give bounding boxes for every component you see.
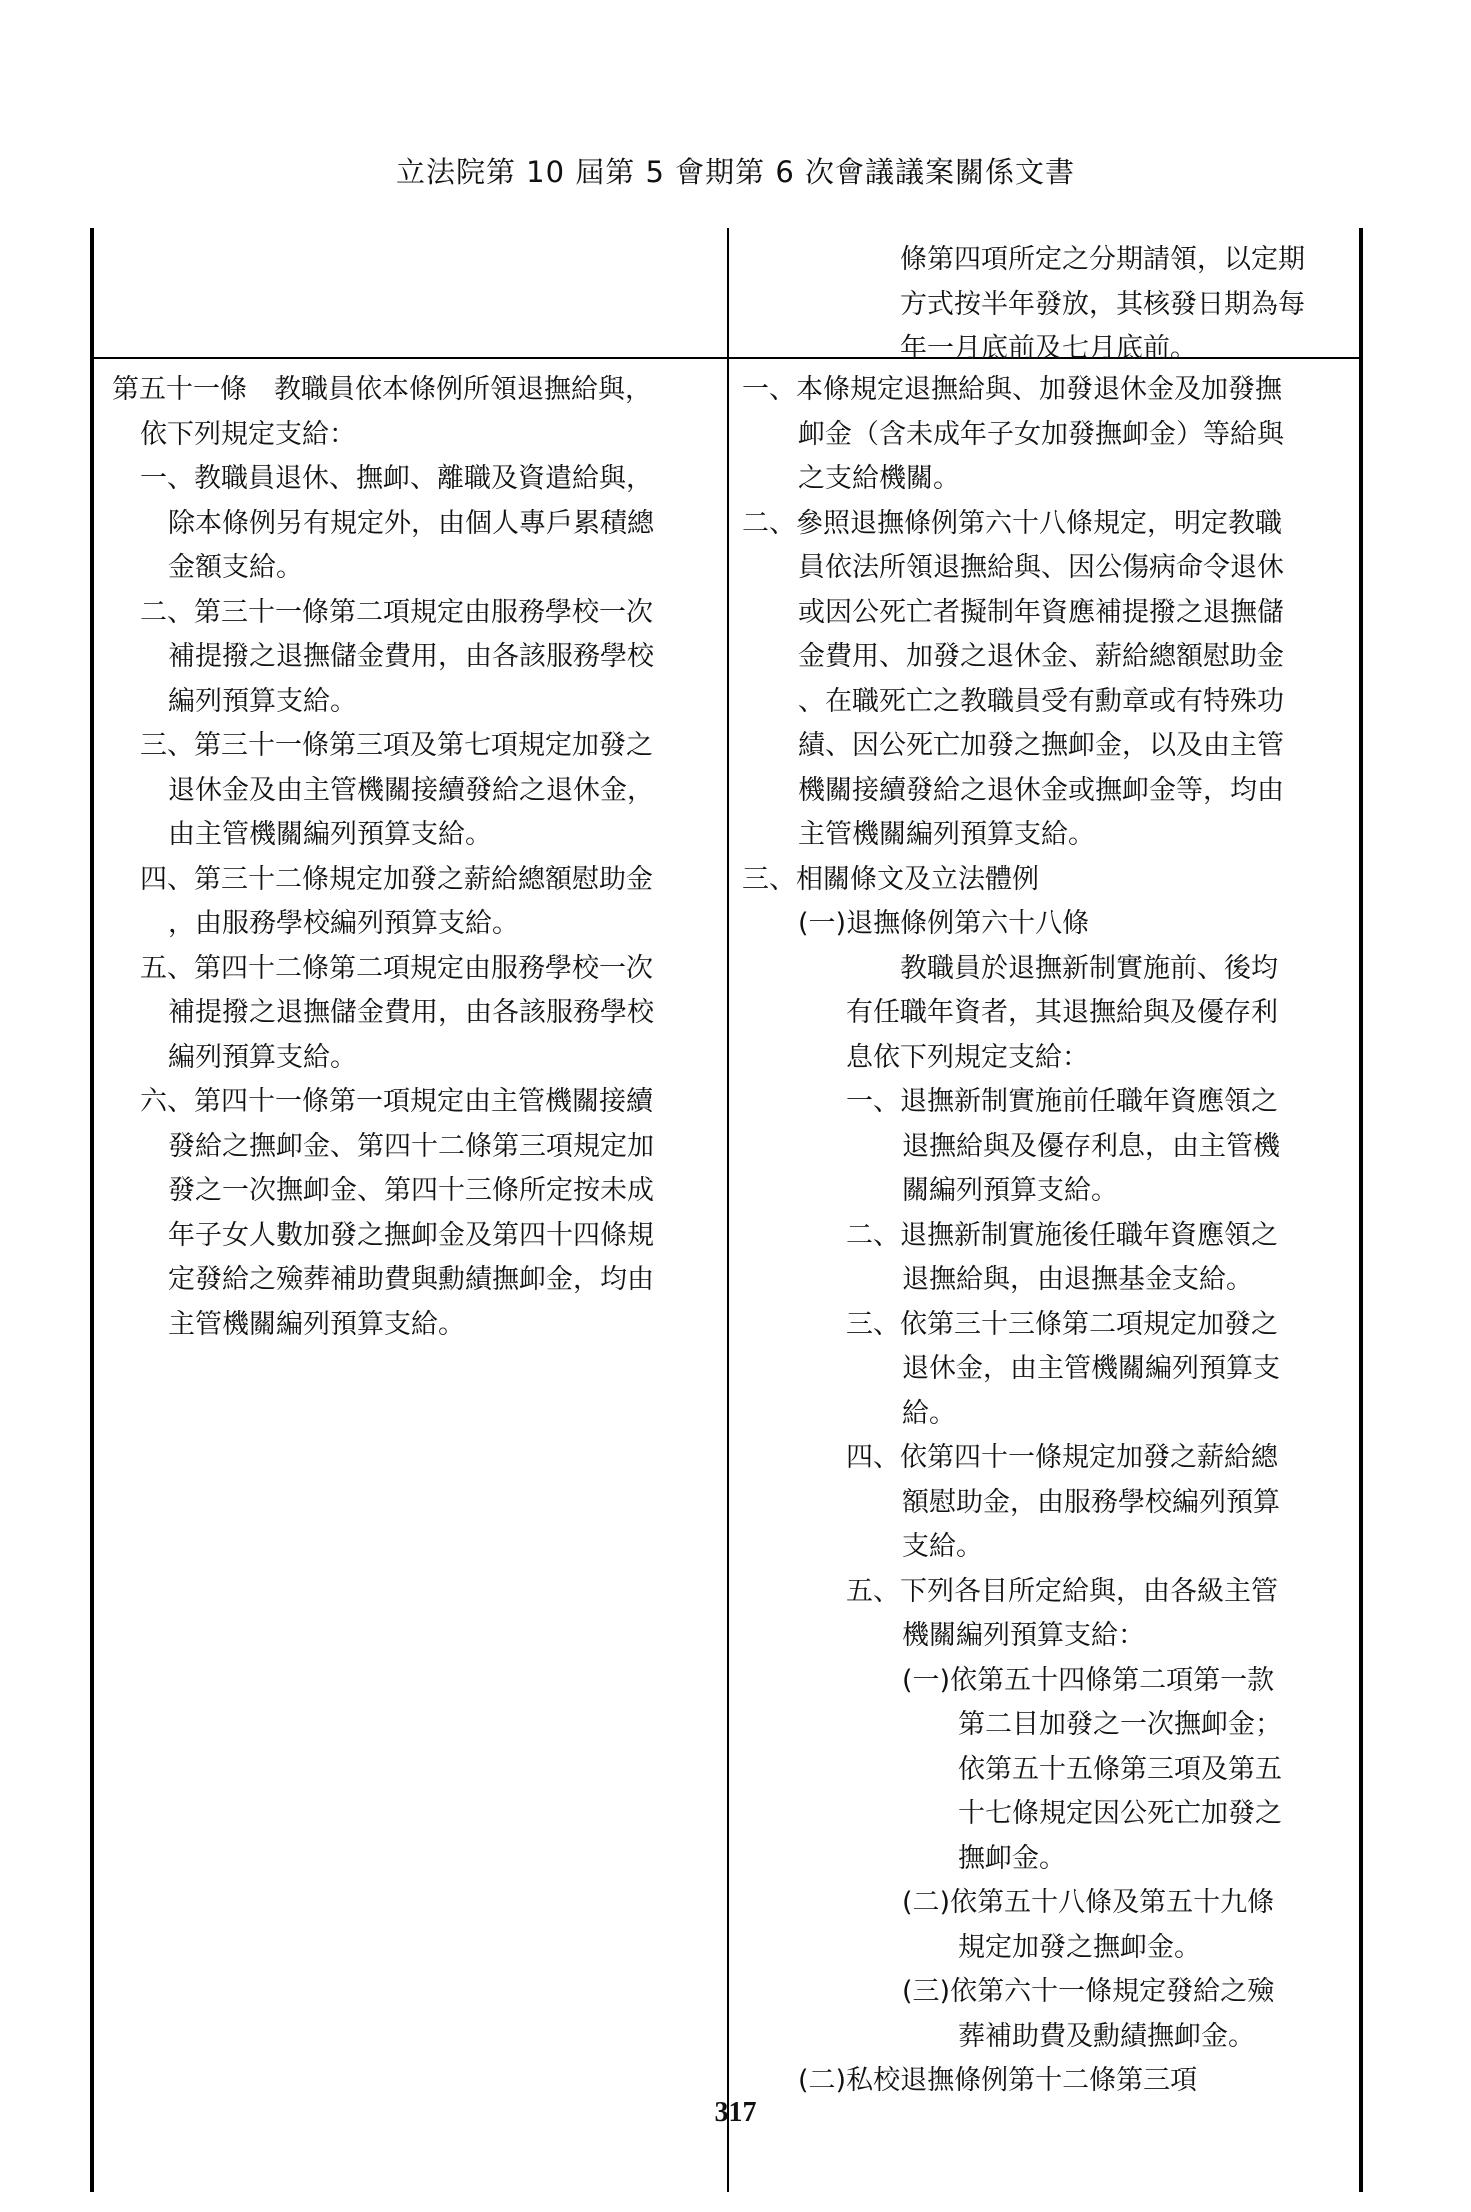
- text-line: 發之一次撫卹金、第四十三條所定按未成: [168, 1175, 654, 1206]
- text-line: 規定加發之撫卹金。: [958, 1931, 1201, 1963]
- text-line: 十七條規定因公死亡加發之: [958, 1798, 1282, 1829]
- text-line: 五、下列各目所定給與，由各級主管: [846, 1575, 1278, 1607]
- text-line: 機關編列預算支給：: [902, 1620, 1145, 1651]
- text-line: 年一月底前及七月底前。: [900, 333, 1197, 364]
- text-line: 有任職年資者，其退撫給與及優存利: [846, 997, 1278, 1028]
- page-header-title: 立法院第 10 屆第 5 會期第 6 次會議議案關係文書: [395, 155, 1076, 189]
- text-line: 一、本條規定退撫給與、加發退休金及加發撫: [742, 374, 1282, 405]
- text-line: 金額支給。: [168, 552, 303, 583]
- text-line: 或因公死亡者擬制年資應補提撥之退撫儲: [798, 596, 1284, 628]
- text-line: (二)依第五十八條及第五十九條: [902, 1887, 1275, 1918]
- text-line: (三)依第六十一條規定發給之殮: [902, 1976, 1275, 2007]
- text-line: 四、第三十二條規定加發之薪給總額慰助金: [140, 863, 653, 895]
- text-line: 主管機關編列預算支給。: [798, 819, 1095, 850]
- text-line: 六、第四十一條第一項規定由主管機關接續: [140, 1086, 653, 1117]
- text-line: 息依下列規定支給：: [846, 1041, 1089, 1073]
- text-line: 金費用、加發之退休金、薪給總額慰助金: [798, 641, 1284, 672]
- text-line: 績、因公死亡加發之撫卹金，以及由主管: [798, 730, 1284, 761]
- text-line: 、在職死亡之教職員受有勳章或有特殊功: [798, 685, 1284, 717]
- text-line: 四、依第四十一條規定加發之薪給總: [846, 1442, 1278, 1473]
- text-line: 二、退撫新制實施後任職年資應領之: [846, 1219, 1278, 1251]
- text-line: 教職員於退撫新制實施前、後均: [900, 952, 1278, 984]
- page-number: 317: [714, 2097, 757, 2128]
- text-line: 三、依第三十三條第二項規定加發之: [846, 1308, 1278, 1340]
- text-line: 補提撥之退撫儲金費用，由各該服務學校: [168, 641, 654, 672]
- text-line: 退撫給與，由退撫基金支給。: [902, 1264, 1253, 1295]
- text-line: 給。: [902, 1397, 956, 1429]
- text-line: 一、退撫新制實施前任職年資應領之: [846, 1086, 1278, 1117]
- text-line: 補提撥之退撫儲金費用，由各該服務學校: [168, 997, 654, 1028]
- text-line: ，由服務學校編列預算支給。: [168, 908, 519, 939]
- text-line: 員依法所領退撫給與、因公傷病命令退休: [798, 552, 1284, 583]
- text-line: 支給。: [902, 1531, 983, 1562]
- text-line: 第五十一條 教職員依本條例所領退撫給與，: [112, 374, 652, 405]
- article-text-cell: [112, 368, 712, 1347]
- table-column-divider: [727, 228, 729, 2192]
- text-line: 退撫給與及優存利息，由主管機: [902, 1130, 1280, 1162]
- text-line: 年子女人數加發之撫卹金及第四十四條規: [168, 1219, 654, 1251]
- text-line: 編列預算支給。: [168, 1041, 357, 1073]
- text-line: 主管機關編列預算支給。: [168, 1308, 465, 1340]
- text-line: (一)依第五十四條第二項第一款: [902, 1664, 1275, 1696]
- text-line: 退休金及由主管機關接續發給之退休金，: [168, 774, 654, 806]
- text-line: 額慰助金，由服務學校編列預算: [902, 1486, 1280, 1518]
- text-line: 三、相關條文及立法體例: [742, 863, 1039, 895]
- text-line: 機關接續發給之退休金或撫卹金等，均由: [798, 774, 1284, 806]
- text-line: 三、第三十一條第三項及第七項規定加發之: [140, 730, 653, 761]
- text-line: 二、第三十一條第二項規定由服務學校一次: [140, 596, 653, 628]
- text-line: 定發給之殮葬補助費與勳績撫卹金，均由: [168, 1264, 654, 1295]
- text-line: 五、第四十二條第二項規定由服務學校一次: [140, 952, 653, 984]
- text-line: 卹金（含未成年子女加發撫卹金）等給與: [798, 418, 1284, 450]
- text-line: (一)退撫條例第六十八條: [798, 908, 1090, 939]
- text-line: 關編列預算支給。: [902, 1175, 1118, 1206]
- continued-explanation-cell: [742, 238, 1344, 372]
- text-line: 葬補助費及勳績撫卹金。: [958, 2020, 1255, 2052]
- text-line: 發給之撫卹金、第四十二條第三項規定加: [168, 1130, 654, 1162]
- text-line: 依下列規定支給：: [140, 418, 356, 450]
- table-left-border: [90, 228, 94, 2192]
- table-right-border: [1359, 228, 1363, 2192]
- text-line: 第二目加發之一次撫卹金；: [958, 1709, 1282, 1740]
- text-line: 方式按半年發放，其核發日期為每: [900, 288, 1305, 320]
- text-line: 編列預算支給。: [168, 685, 357, 717]
- text-line: (二)私校退撫條例第十二條第三項: [798, 2065, 1198, 2096]
- text-line: 除本條例另有規定外，由個人專戶累積總: [168, 507, 654, 539]
- text-line: 二、參照退撫條例第六十八條規定，明定教職: [742, 507, 1282, 539]
- text-line: 之支給機關。: [798, 463, 960, 494]
- text-line: 由主管機關編列預算支給。: [168, 819, 492, 850]
- text-line: 退休金，由主管機關編列預算支: [902, 1353, 1280, 1384]
- text-line: 依第五十五條第三項及第五: [958, 1753, 1282, 1785]
- explanation-text-cell: [742, 368, 1344, 2104]
- text-line: 條第四項所定之分期請領，以定期: [900, 244, 1305, 275]
- text-line: 一、教職員退休、撫卹、離職及資遣給與，: [140, 463, 653, 494]
- text-line: 撫卹金。: [958, 1842, 1066, 1874]
